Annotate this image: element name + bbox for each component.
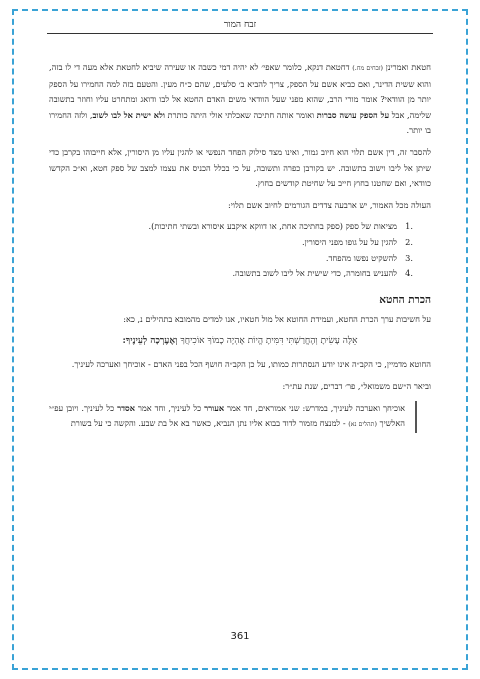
bold-phrase: ולא ישית אל לבו לשוב <box>92 109 165 120</box>
source-citation: (זבחים מח.) <box>352 65 383 72</box>
list-text: להשקיט נפשו מהפחד. <box>325 252 397 263</box>
scripture-quote <box>49 333 431 349</box>
list-text: מציאות של ספק (ספק בחתיכה אחת, או דווקא איקבע איסורא ובשתי חתיכות). <box>148 221 397 232</box>
quote-emphasis: וְאֶעֶרְכָה לְעֵינֶיךָ: <box>122 336 178 347</box>
quote-text: אֵלֶּה עָשִׂיתָ וְהֶחֱרַשְׁתִּי דִּמִּיתָ הֱיוֹת אֶהְיֶה כָמוֹךָ אוֹכִיחֲךָ <box>177 336 358 347</box>
list-text: להעניש בחומרה, כדי שישית אל ליבו לשוב בתשובה. <box>232 268 397 279</box>
paragraph-4: החוטא מדמיין, כי הקב״ה אינו יודע הנסתרות כמותו, על כן הקב״ה חושף הכל בפני האדם - אוכיחך ואערכה לעיניך. <box>71 359 431 370</box>
bold-phrase: על הספק עושה סברות <box>316 109 390 120</box>
paragraph-1 <box>49 60 431 139</box>
list-number: .3 <box>405 252 413 263</box>
paragraph-2: להסבר זה, דין אשם תלוי הוא חיוב גמור, ואינו מצד סילוק הפחד הנפשי או להגין עליו מן היסורין, אלא חייבוהו בקרבן כדי שיתן אל ליבו וישוב בתשובה. יש בקורבן כפרה ותשובה, על כי בכלל הכניס את עצמו למצב של ספק חטא, וא״כ הקדשו כוודאי, ואם שחטנו בחוץ חייב על שחיטת קודשים בחוץ. <box>49 146 431 189</box>
list-text: להגין על על גופו מפני היסורין. <box>301 236 397 247</box>
source-citation: (תהלים נא) <box>348 421 377 429</box>
text-run: כל לעיניך, וחד אמר <box>134 402 205 413</box>
text-run: כל לעיניך. ויובן עפ״י האלשיך <box>49 402 405 429</box>
text-run: דחטאת דנקא, כלומר שאפי׳ לא יהיה דמי כשבה או שעירה שיביא לחטאת אלא מעה די לו בזה, והוא ששית הדינר, ואם כביא אשם על הספק, צריך להביא ב׳ סלעים, שהם כ״ח מעין. והטעם בזה למה החמירו על הספק יותר מן הוודאי? אומר מורי הרב, שהוא מפני שעל הוודאי משים האדם החטא אל לבו ודואג ומתחרט עליו וחוזר בתשובה שלימה, אבל <box>49 62 431 120</box>
list-item <box>49 219 413 235</box>
page-content <box>49 60 431 433</box>
paragraph-5: וביאר ה״שם משמואל״, פר׳ דברים, שנת עת״ר: <box>282 380 431 391</box>
numbered-list <box>49 219 431 281</box>
text-run: אוכיחך ואערכה לעיניך, במדרש: שני אמוראים, חד אמר <box>224 402 405 413</box>
bold-phrase: אעורר <box>204 402 225 413</box>
bold-phrase: אסדר <box>117 402 135 413</box>
list-item <box>49 266 413 282</box>
text-run: חטאת ואמרינן <box>382 62 431 72</box>
list-number: .2 <box>405 236 413 247</box>
paragraph-3: העולה מכל האמור, יש ארבעה צדדים הגורמים לחיוב אשם תלוי: <box>227 199 431 210</box>
header-title: זבח המור <box>223 20 257 30</box>
section-heading: הכרת החטא <box>379 293 431 306</box>
text-run: , ולזה החמירו בו יותר. <box>49 109 431 136</box>
list-number: .4 <box>405 268 413 279</box>
text-run: ואומר אותה חתיכה שאכלתי אולי היתה כותרת <box>164 109 317 120</box>
list-item <box>49 251 413 267</box>
section-intro: על חשיבות ערך הכרת החטא, ועמידת החוטא אל מול חטאיו, אנו למדים מהמובא בתהילים נ, כא: <box>123 313 431 324</box>
running-header <box>47 19 433 34</box>
list-number: .1 <box>405 221 413 232</box>
page-number: 361 <box>230 631 250 642</box>
text-run: - למנצח מזמור לדוד בבוא אליו נתן הנביא, כאשר בא אל בת שבע. והקשה כי על בשורת <box>70 418 349 429</box>
list-item <box>49 235 413 251</box>
block-quote <box>49 401 417 433</box>
